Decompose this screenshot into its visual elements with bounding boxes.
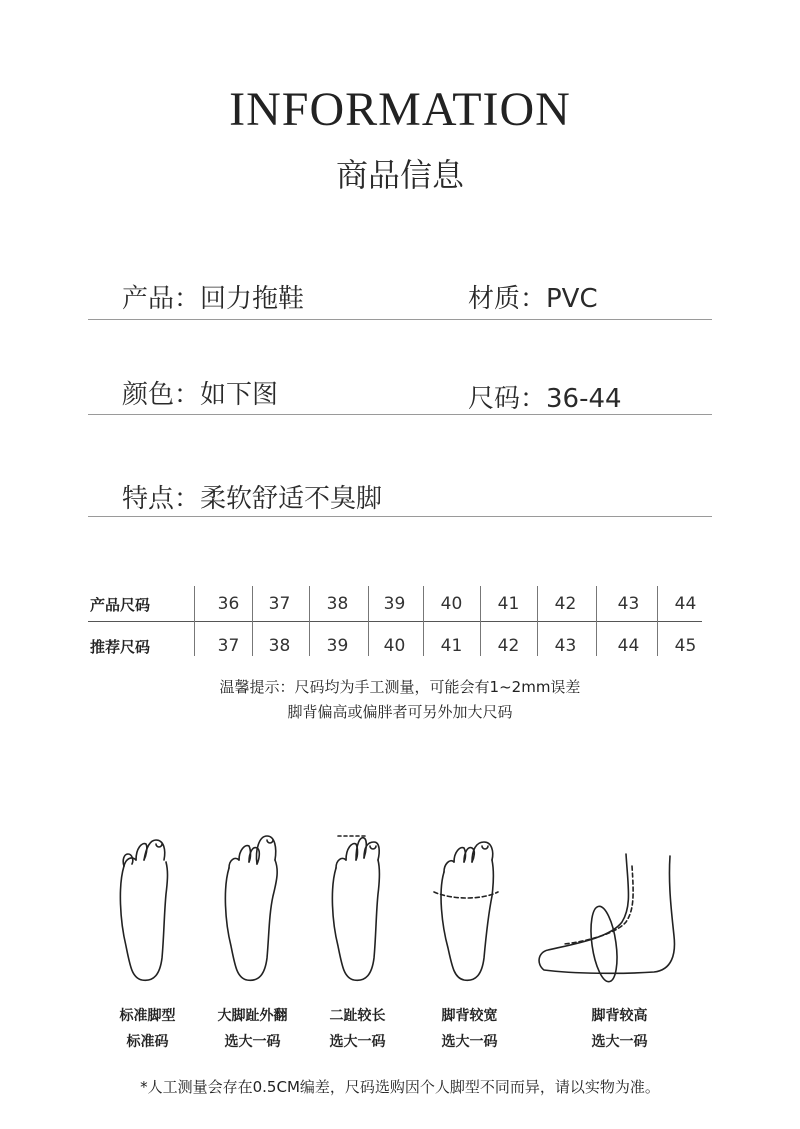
- bottom-note: *人工测量会存在0.5CM编差，尺码选购因个人脚型不同而异，请以实物为准。: [140, 1078, 660, 1096]
- column-divider: [596, 586, 597, 656]
- tip-line-1: 温馨提示：尺码均为手工测量，可能会有1~2mm误差: [219, 678, 581, 696]
- bunion-foot-icon: [215, 826, 291, 986]
- column-divider: [657, 586, 658, 656]
- column-divider: [252, 586, 253, 656]
- size-cell: 39: [383, 594, 406, 614]
- divider: [88, 516, 712, 517]
- size-row-recommended: [88, 626, 702, 668]
- size-cell: 44: [674, 594, 697, 614]
- column-divider: [309, 586, 310, 656]
- divider: [88, 319, 712, 320]
- size-info: 尺码：36-44: [468, 384, 622, 414]
- size-row-label: 产品尺码: [90, 596, 151, 614]
- size-cell: 43: [554, 636, 577, 656]
- foot-type-advice: 选大一码: [441, 1034, 498, 1050]
- foot-type-advice: 选大一码: [591, 1034, 648, 1050]
- title-english: INFORMATION: [229, 83, 571, 136]
- divider: [88, 414, 712, 415]
- size-cell: 43: [617, 594, 640, 614]
- size-cell: 41: [440, 636, 463, 656]
- column-divider: [423, 586, 424, 656]
- size-cell: 42: [497, 636, 520, 656]
- column-divider: [194, 586, 195, 656]
- foot-type-name: 脚背较高: [591, 1008, 648, 1024]
- foot-type-name: 二趾较长: [329, 1008, 386, 1024]
- feature-info: 特点：柔软舒适不臭脚: [122, 484, 383, 514]
- color-info: 颜色：如下图: [122, 380, 279, 410]
- foot-type-name: 标准脚型: [119, 1008, 176, 1024]
- tip-line-2: 脚背偏高或偏胖者可另外加大尺码: [287, 703, 513, 721]
- foot-type-advice: 选大一码: [329, 1034, 386, 1050]
- size-cell: 38: [268, 636, 291, 656]
- column-divider: [480, 586, 481, 656]
- size-cell: 41: [497, 594, 520, 614]
- material-info: 材质：PVC: [468, 284, 598, 314]
- size-row-product: [88, 584, 702, 626]
- size-row-label: 推荐尺码: [90, 638, 151, 656]
- column-divider: [368, 586, 369, 656]
- product-info: 产品：回力拖鞋: [122, 284, 305, 314]
- size-table-divider: [88, 621, 702, 622]
- size-cell: 39: [326, 636, 349, 656]
- size-cell: 37: [217, 636, 240, 656]
- size-table: [88, 584, 702, 668]
- standard-foot-icon: [108, 826, 184, 986]
- size-cell: 42: [554, 594, 577, 614]
- foot-type-name: 大脚趾外翻: [217, 1008, 288, 1024]
- wide-foot-icon: [432, 826, 508, 986]
- foot-type-advice: 标准码: [126, 1034, 169, 1050]
- size-cell: 36: [217, 594, 240, 614]
- size-cell: 40: [440, 594, 463, 614]
- title-chinese: 商品信息: [335, 156, 464, 194]
- long-second-toe-foot-icon: [322, 826, 398, 986]
- size-cell: 45: [674, 636, 697, 656]
- foot-type-name: 脚背较宽: [441, 1008, 498, 1024]
- foot-type-advice: 选大一码: [224, 1034, 281, 1050]
- high-instep-foot-icon: [534, 826, 684, 986]
- size-cell: 37: [268, 594, 291, 614]
- size-cell: 44: [617, 636, 640, 656]
- size-cell: 38: [326, 594, 349, 614]
- column-divider: [537, 586, 538, 656]
- size-cell: 40: [383, 636, 406, 656]
